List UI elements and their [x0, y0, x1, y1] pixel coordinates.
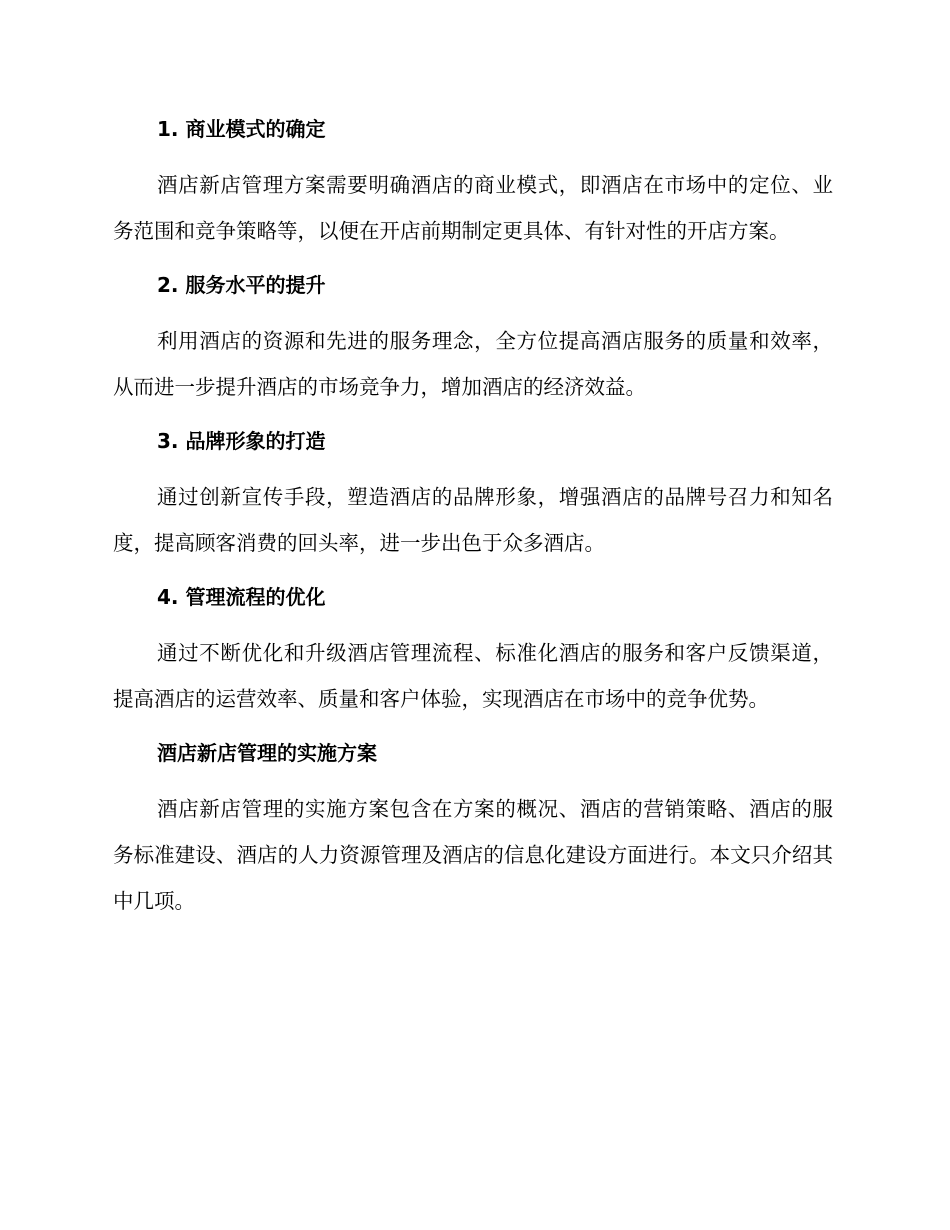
section-paragraph-business-model: 酒店新店管理方案需要明确酒店的商业模式，即酒店在市场中的定位、业务范围和竞争策略等，以便在开店前期制定更具体、有针对性的开店方案。 [113, 173, 833, 243]
section-paragraph-service-level: 利用酒店的资源和先进的服务理念，全方位提高酒店服务的质量和效率，从而进一步提升酒店的市场竞争力，增加酒店的经济效益。 [113, 329, 833, 399]
section-paragraph-process-optimization: 通过不断优化和升级酒店管理流程、标准化酒店的服务和客户反馈渠道，提高酒店的运营效率、质量和客户体验，实现酒店在市场中的竞争优势。 [113, 641, 833, 711]
section-heading-process-optimization: 4. 管理流程的优化 [157, 585, 326, 609]
document-body [113, 112, 833, 924]
section-heading-implementation-plan: 酒店新店管理的实施方案 [157, 741, 377, 765]
section-heading-brand-image: 3. 品牌形象的打造 [157, 429, 326, 453]
section-paragraph-implementation-plan: 酒店新店管理的实施方案包含在方案的概况、酒店的营销策略、酒店的服务标准建设、酒店的人力资源管理及酒店的信息化建设方面进行。本文只介绍其中几项。 [113, 797, 833, 913]
section-heading-business-model: 1. 商业模式的确定 [157, 117, 326, 141]
section-paragraph-brand-image: 通过创新宣传手段，塑造酒店的品牌形象，增强酒店的品牌号召力和知名度，提高顾客消费的回头率，进一步出色于众多酒店。 [113, 485, 833, 555]
section-heading-service-level: 2. 服务水平的提升 [157, 273, 326, 297]
